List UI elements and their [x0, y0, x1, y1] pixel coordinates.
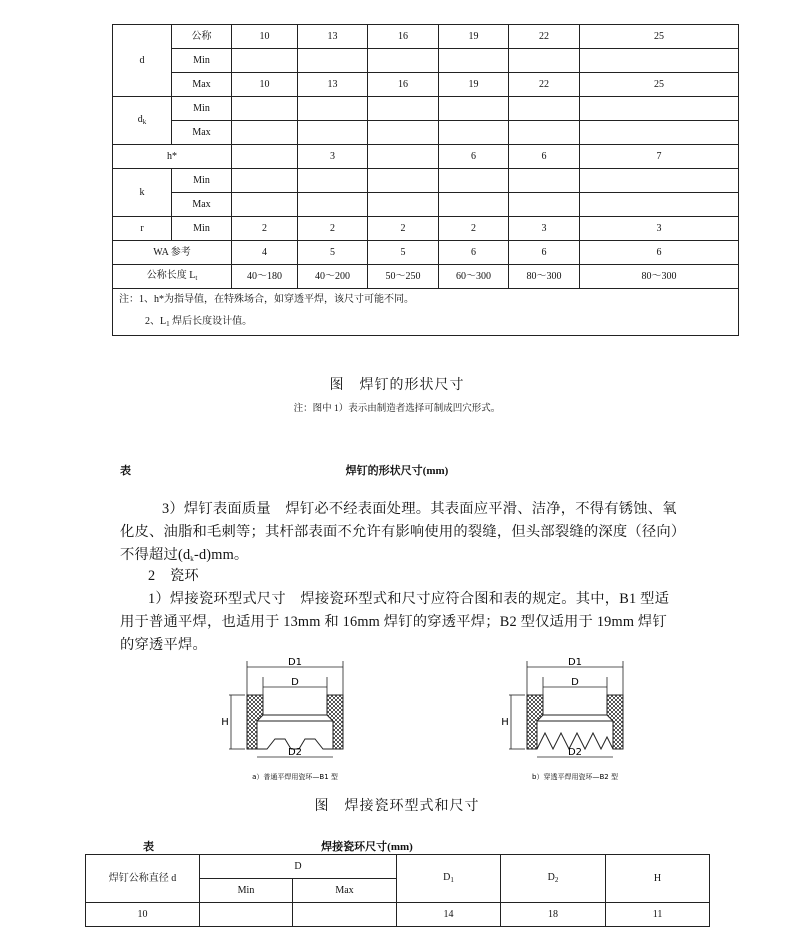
- min-label: Min: [172, 169, 232, 193]
- lt-cell: 80～300: [580, 265, 739, 289]
- table3-title: 焊接瓷环尺寸(mm): [321, 841, 413, 853]
- h-label: H: [501, 717, 509, 728]
- ferrule-drawing-b2: [495, 655, 655, 785]
- d1-label: D1: [287, 657, 303, 668]
- nominal-cell: 19: [439, 25, 509, 49]
- h-label: H: [221, 717, 229, 728]
- col-H: H: [606, 855, 710, 903]
- table-title: 焊钉的形状尺寸(mm): [345, 465, 449, 477]
- row-d2: 18: [501, 903, 606, 927]
- col-min: Min: [200, 879, 293, 903]
- row-min: [200, 903, 293, 927]
- max-label: Max: [172, 193, 232, 217]
- ferrule-drawing-b1: [215, 655, 375, 785]
- subcaption-a: a）普通平焊用瓷环—B1 型: [252, 773, 338, 781]
- max-label: Max: [172, 73, 232, 97]
- nominal-cell: 22: [509, 25, 580, 49]
- surface-quality-paragraph: 3）焊钉表面质量 焊钉必不经表面处理。其表面应平滑、洁净，不得有锈蚀、氧化皮、油脂和毛刺等；其杆部表面不允许有影响使用的裂缝，但头部裂缝的深度（径向）不得超过$(d_k-d)mm$。: [120, 501, 679, 563]
- d-max-cell: 25: [580, 73, 739, 97]
- k-label: k: [113, 169, 172, 217]
- r-min-cell: 2: [298, 217, 368, 241]
- lt-cell: 40～180: [232, 265, 298, 289]
- ferrule-paragraph: 1）焊接瓷环型式尺寸 焊接瓷环型式和尺寸应符合图和表的规定。其中，B1 型适用于普通平焊，也适用于 13mm 和 16mm 焊钉的穿透平焊；B2 型仅适用于 19mm 焊钉的穿透平焊。: [120, 591, 670, 653]
- h-label: h*: [113, 145, 232, 169]
- wa-cell: 6: [580, 241, 739, 265]
- r-min-cell: 2: [232, 217, 298, 241]
- col-D1: $D_1$: [397, 855, 501, 903]
- r-min-cell: 2: [439, 217, 509, 241]
- min-label: Min: [172, 49, 232, 73]
- nominal-cell: 16: [368, 25, 439, 49]
- d-max-cell: 13: [298, 73, 368, 97]
- col-stud-diameter: 焊钉公称直径 d: [86, 855, 200, 903]
- d2-label: D2: [287, 747, 303, 758]
- nominal-label: 公称: [172, 25, 232, 49]
- h-cell: 3: [298, 145, 368, 169]
- wa-cell: 6: [509, 241, 580, 265]
- wa-cell: 4: [232, 241, 298, 265]
- wa-cell: 5: [368, 241, 439, 265]
- table3-label: 表: [143, 841, 154, 853]
- note-1: 注：1、h*为指导值，在特殊场合，如穿透平焊，该尺寸可能不同。: [119, 294, 414, 305]
- r-min-cell: 2: [368, 217, 439, 241]
- section-heading: 2 瓷环: [148, 568, 199, 584]
- figure2-caption: 图 焊接瓷环型式和尺寸: [314, 799, 480, 814]
- row-d: 10: [86, 903, 200, 927]
- wa-label: WA 参考: [113, 241, 232, 265]
- r-min-cell: 3: [509, 217, 580, 241]
- stud-dimension-table: [112, 24, 739, 336]
- table-label: 表: [120, 465, 131, 477]
- subcaption-b: b）穿透平焊用瓷环—B2 型: [532, 773, 618, 781]
- d-max-cell: 22: [509, 73, 580, 97]
- d-label: D: [571, 677, 579, 688]
- figure-note: 注：图中 1）表示由制造者选择可制成凹穴形式。: [293, 404, 501, 414]
- d-label: D: [291, 677, 299, 688]
- min-label: Min: [172, 217, 232, 241]
- h-cell: [368, 145, 439, 169]
- h-cell: [232, 145, 298, 169]
- col-D: D: [200, 855, 397, 879]
- table-notes: [113, 289, 739, 336]
- wa-cell: 5: [298, 241, 368, 265]
- nominal-cell: 10: [232, 25, 298, 49]
- lt-cell: 80～300: [509, 265, 580, 289]
- nominal-cell: 13: [298, 25, 368, 49]
- max-label: Max: [172, 121, 232, 145]
- min-label: Min: [172, 97, 232, 121]
- h-cell: 6: [509, 145, 580, 169]
- nominal-cell: 25: [580, 25, 739, 49]
- lt-cell: 40～200: [298, 265, 368, 289]
- lt-cell: 60～300: [439, 265, 509, 289]
- col-max: Max: [293, 879, 397, 903]
- r-label: r: [113, 217, 172, 241]
- d-max-cell: 16: [368, 73, 439, 97]
- note-2: 2、$L_1$ 焊后长度设计值。: [145, 316, 253, 328]
- lt-cell: 50～250: [368, 265, 439, 289]
- d-max-cell: 19: [439, 73, 509, 97]
- row-h: 11: [606, 903, 710, 927]
- lt-label: 公称长度 $L_t$: [113, 265, 232, 289]
- wa-cell: 6: [439, 241, 509, 265]
- col-D2: $D_2$: [501, 855, 606, 903]
- h-cell: 6: [439, 145, 509, 169]
- d-label: d: [113, 25, 172, 97]
- ferrule-dimension-table: [85, 854, 710, 927]
- d2-label: D2: [567, 747, 583, 758]
- d1-label: D1: [567, 657, 583, 668]
- d-max-cell: 10: [232, 73, 298, 97]
- row-max: [293, 903, 397, 927]
- h-cell: 7: [580, 145, 739, 169]
- r-min-cell: 3: [580, 217, 739, 241]
- figure-caption: 图 焊钉的形状尺寸: [329, 378, 465, 393]
- dk-label: $d_k$: [113, 97, 172, 145]
- row-d1: 14: [397, 903, 501, 927]
